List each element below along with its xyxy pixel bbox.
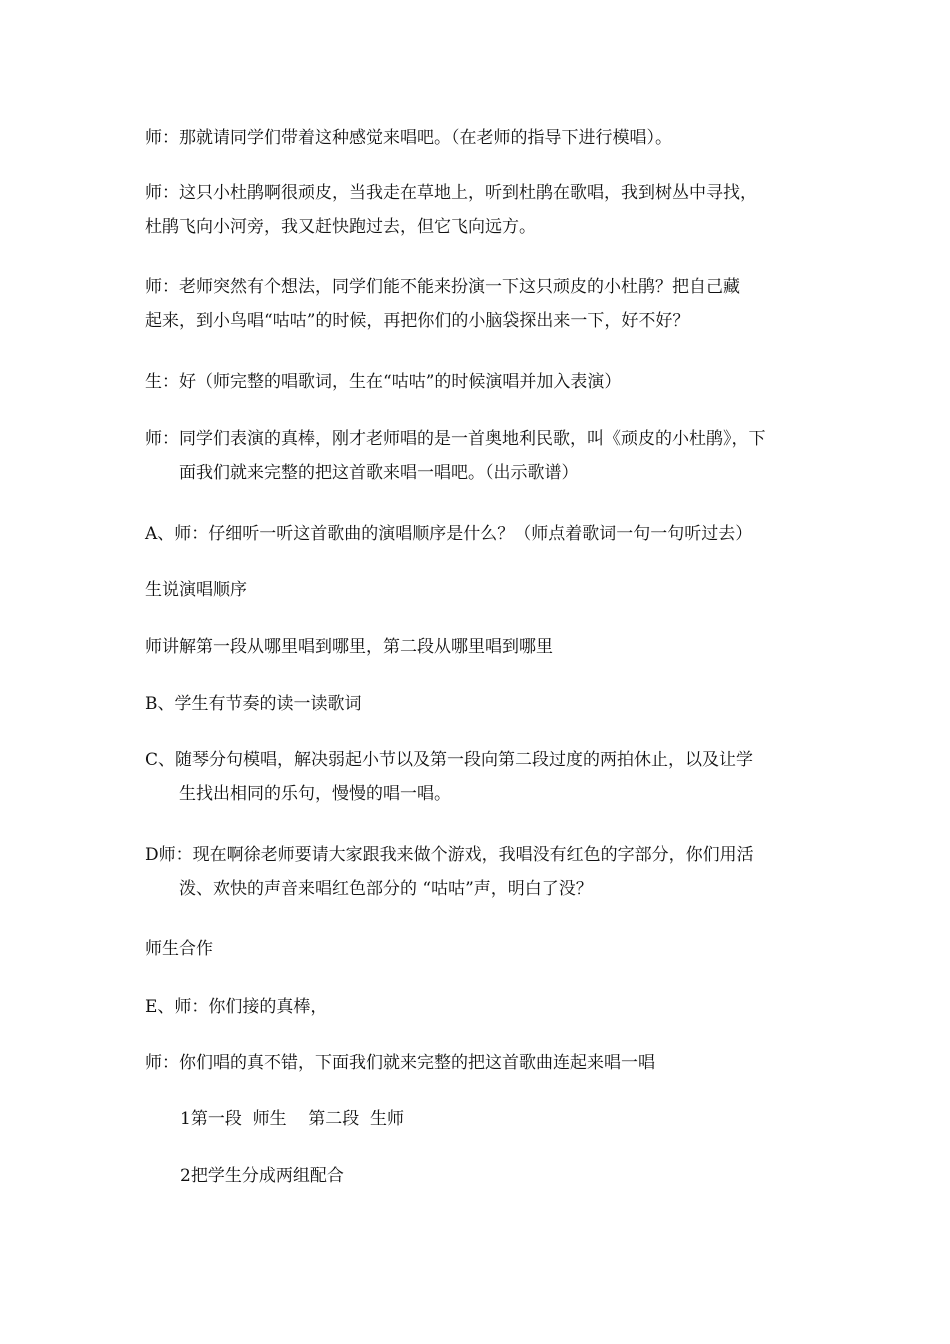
paragraph-line: 师生合作 <box>145 939 213 959</box>
paragraph-line: C、随琴分句模唱，解决弱起小节以及第一段向第二段过度的两拍休止，以及让学 <box>145 750 754 770</box>
paragraph-line: 生：好（师完整的唱歌词，生在“咕咕”的时候演唱并加入表演） <box>145 372 622 392</box>
paragraph-9 <box>145 687 815 721</box>
paragraph-14 <box>145 1046 815 1080</box>
sub-item-1: 1第一段 师生 第二段 生师 <box>180 1109 405 1129</box>
paragraph-8 <box>145 630 815 664</box>
paragraph-line: 泼、欢快的声音来唱红色部分的 “咕咕”声，明白了没？ <box>179 879 593 899</box>
paragraph-line: D师：现在啊徐老师要请大家跟我来做个游戏，我唱没有红色的字部分，你们用活 <box>145 845 754 865</box>
paragraph-1 <box>145 121 815 155</box>
paragraph-12 <box>145 932 815 966</box>
paragraph-7 <box>145 573 815 607</box>
paragraph-line: 生说演唱顺序 <box>145 580 247 600</box>
paragraph-line: E、师：你们接的真棒， <box>145 997 328 1017</box>
paragraph-line: 生找出相同的乐句，慢慢的唱一唱。 <box>179 784 451 804</box>
paragraph-line: B、学生有节奏的读一读歌词 <box>145 694 362 714</box>
paragraph-line: 师：同学们表演的真棒，刚才老师唱的是一首奥地利民歌，叫《顽皮的小杜鹃》，下 <box>145 429 766 449</box>
paragraph-line: 师：你们唱的真不错，下面我们就来完整的把这首歌曲连起来唱一唱 <box>145 1053 655 1073</box>
paragraph-line: 起来，到小鸟唱“咕咕”的时候，再把你们的小脑袋探出来一下，好不好？ <box>145 311 690 331</box>
sub-item-2: 2把学生分成两组配合 <box>180 1166 344 1186</box>
paragraph-11 <box>145 838 815 906</box>
paragraph-line: 面我们就来完整的把这首歌来唱一唱吧。（出示歌谱） <box>179 463 579 483</box>
paragraph-10 <box>145 743 815 811</box>
paragraph-6 <box>145 517 815 551</box>
paragraph-5 <box>145 422 815 490</box>
paragraph-line: 师：老师突然有个想法，同学们能不能来扮演一下这只顽皮的小杜鹃？把自己藏 <box>145 277 740 297</box>
paragraph-line: 师：那就请同学们带着这种感觉来唱吧。（在老师的指导下进行模唱）。 <box>145 128 672 148</box>
paragraph-2 <box>145 176 815 244</box>
paragraph-13 <box>145 990 815 1024</box>
paragraph-line: 师讲解第一段从哪里唱到哪里，第二段从哪里唱到哪里 <box>145 637 553 657</box>
paragraph-line: A、师：仔细听一听这首歌曲的演唱顺序是什么？（师点着歌词一句一句听过去） <box>145 524 753 544</box>
paragraph-line: 杜鹃飞向小河旁，我又赶快跑过去，但它飞向远方。 <box>145 217 536 237</box>
paragraph-line: 师：这只小杜鹃啊很顽皮，当我走在草地上，听到杜鹃在歌唱，我到树丛中寻找， <box>145 183 757 203</box>
paragraph-3 <box>145 270 815 338</box>
paragraph-4 <box>145 365 815 399</box>
